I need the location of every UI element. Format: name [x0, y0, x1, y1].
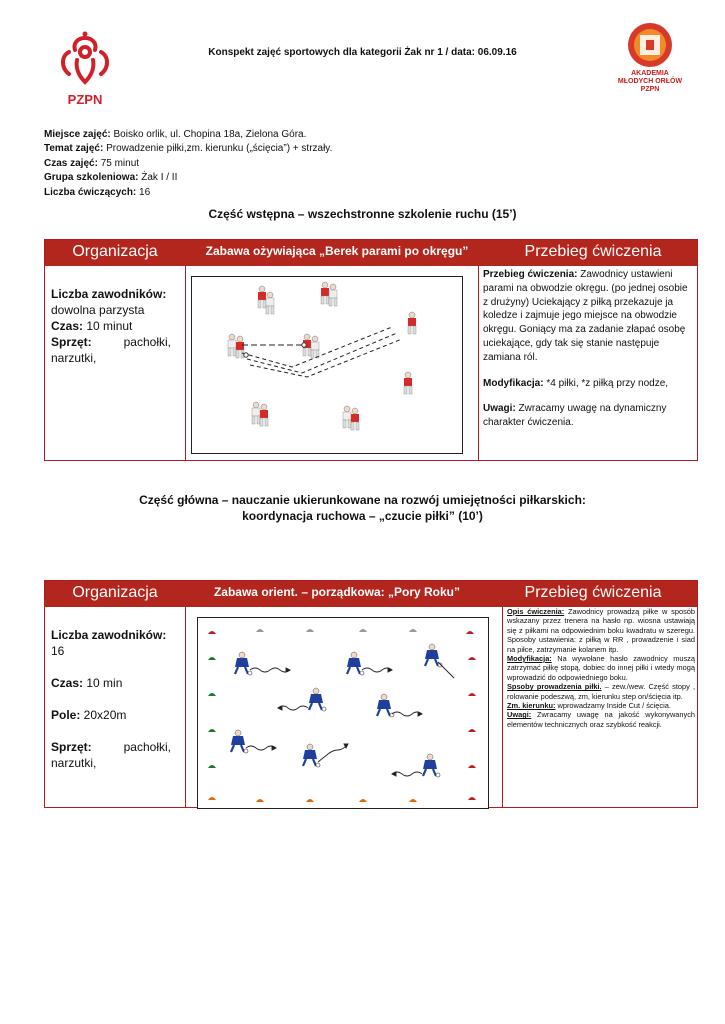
- exercise-name: Zabawa ożywiająca „Berek parami po okręgu”: [205, 244, 469, 258]
- shield-icon: [610, 20, 690, 70]
- section1-description: Przebieg ćwiczenia: Zawodnicy ustawieni parami na obwodzie okręgu. (po jednej osobie z drużyny) Uciekający z piłką przekazuje ja koledze i zajmuje jego miejsce na obwodzie okręgu. Goniący ma za zadanie złapać osobę uciekające, gdy tak się stanie następuje zamiana ról. Modyfikacja: *4 piłki, *z piłką przy nodze, Uwagi: Zwracamy uwagę na dynamiczny charakter ćwiczenia.: [483, 269, 688, 429]
- player-white: [252, 402, 260, 424]
- pzpn-logo: [55, 30, 115, 110]
- drill-diagram-2: [197, 617, 489, 809]
- section2-header-bar: [45, 581, 697, 607]
- player-white: [266, 292, 274, 314]
- org-header: Organizacja: [72, 243, 158, 260]
- document-title: Konspekt zajęć sportowych dla kategorii Żak nr 1 / data: 06.09.16: [208, 47, 517, 58]
- meta-row: Czas zajęć: 75 minut: [44, 157, 140, 169]
- meta-row: Miejsce zajęć: Boisko orlik, ul. Chopina 18a, Zielona Góra.: [44, 129, 307, 140]
- divider: [185, 266, 186, 460]
- field-diagram-svg: [198, 618, 488, 808]
- divider: [478, 266, 479, 460]
- divider: [502, 607, 503, 807]
- section1-box: [44, 239, 698, 461]
- course-header: Przebieg ćwiczenia: [524, 584, 662, 601]
- akademia-logo-text: AKADEMIA MŁODYCH ORŁÓW PZPN: [617, 70, 683, 93]
- player-white: [228, 334, 236, 356]
- player-red: [351, 408, 359, 430]
- meta-row: Liczba ćwiczących: 16: [44, 186, 151, 198]
- cones-top: [208, 629, 474, 634]
- player-red: [408, 312, 416, 334]
- player-red: [404, 372, 412, 394]
- player-white: [329, 284, 337, 306]
- lesson-meta: [44, 128, 332, 200]
- section1-header-bar: [45, 240, 697, 266]
- player-red: [321, 282, 329, 304]
- section2-box: [44, 580, 698, 808]
- akademia-logo: [610, 20, 690, 106]
- drill-diagram-1: [191, 276, 463, 454]
- cones-bottom: [256, 799, 417, 802]
- player-red: [258, 286, 266, 308]
- exercise-name: Zabawa orient. – porządkowa: „Pory Roku”: [213, 585, 461, 599]
- divider: [185, 607, 186, 807]
- course-header: Przebieg ćwiczenia: [524, 243, 662, 260]
- cones-left: [208, 657, 216, 800]
- dribble-paths: [246, 662, 454, 776]
- meta-row: Grupa szkoleniowa: Żak I / II: [44, 172, 178, 184]
- player-white: [343, 406, 351, 428]
- section2-title: Część główna – nauczanie ukierunkowane na rozwój umiejętności piłkarskich: koordynacja ruchowa – „czucie piłki” (10’): [139, 493, 586, 523]
- player-red: [236, 336, 244, 358]
- field-diagram-svg: [192, 277, 462, 453]
- cones-right: [468, 657, 476, 800]
- section2-description: Opis ćwiczenia: Zawodnicy prowadzą piłke w sposób wskazany przez trenera na hasło np. wiosna ustawiają się z piłkami na odpowiednim boku kwadratu w szeregu. Sposoby ustawienia: z piłką w RR , prowadzenie i siad na piłce, zatrzymanie kolanem itp. Modyfikacja: Na wywołane hasło zawodnicy muszą zatrzymać piłkę stopą, dobiec do innej piłki i wtedy mogą wprowadzić do odpowiedniego boku. Spsoby prowadzenia piłki. – zew./wew. Część stopy , rolowanie podeszwą, zm, kierunku step on/ścięcia itp. Zm. kierunku: wprowadzamy Inside Cut / ścięcia. Uwagi: Zwracamy uwagę na jakość wykonywanych elementów technicznych oraz szybkość reakcji.: [507, 607, 696, 729]
- players: [231, 644, 442, 777]
- meta-row: Temat zajęć: Prowadzenie piłki,zm. kierunku („ścięcia”) + strzały.: [44, 143, 333, 155]
- pzpn-logo-text: PZPN: [67, 92, 103, 107]
- player-white: [311, 336, 319, 358]
- section1-title: Część wstępna – wszechstronne szkolenie ruchu (15’): [208, 207, 517, 221]
- org-header: Organizacja: [72, 584, 158, 601]
- section1-organization: Liczba zawodników: dowolna parzysta Czas: 10 minut Sprzęt: pachołki, narzutki,: [51, 287, 171, 365]
- player-red: [260, 404, 268, 426]
- section2-organization: Liczba zawodników: 16 Czas: 10 min Pole: 20x20m Sprzęt: pachołki, narzutki,: [51, 628, 171, 770]
